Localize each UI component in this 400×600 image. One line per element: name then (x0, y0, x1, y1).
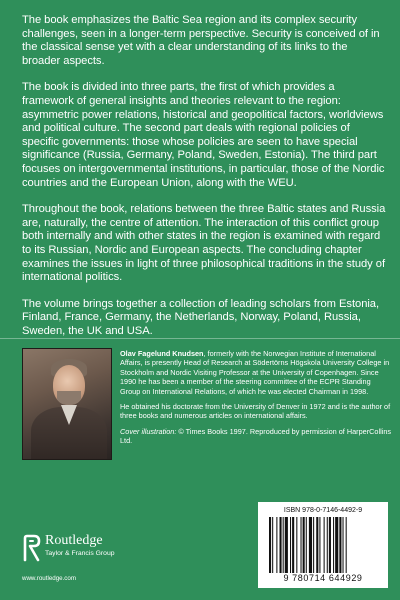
author-bio-paragraph-1 (120, 349, 392, 396)
back-cover-blurb (22, 14, 387, 351)
publisher-name: Routledge (45, 533, 103, 548)
author-bio (120, 349, 392, 452)
barcode-bar (335, 517, 338, 573)
isbn-barcode (258, 502, 388, 588)
barcode-bar (301, 517, 302, 573)
author-bio-text: , formerly with the Norwegian Institute of International Affairs, is presently Head of Research at Södertörns Högskola University College in Stockholm and Nordic Visiting Professor at the University of Copenhagen. Since 1990 he has been a member of the steering committee of the ECPR Standing Group on International Relations, of which he was elected Chairman in 1998. (120, 349, 390, 396)
barcode-bar (276, 517, 277, 573)
barcode-bar (272, 517, 273, 573)
barcode-bar (329, 517, 331, 573)
isbn-number: ISBN 978-0-7146-4492-9 (283, 507, 363, 514)
barcode-bar (339, 517, 341, 573)
barcode-bar (292, 517, 294, 573)
blurb-paragraph-1: The book emphasizes the Baltic Sea region and its complex security challenges, seen in a longer-term perspective. Security is conceived of in the classical sense yet with a clear understanding of its links to the broader aspects. (22, 14, 380, 67)
blurb-paragraph-2: The book is divided into three parts, the first of which provides a framework of general insights and theories relevant to the region: asymmetric power relations, historical and geopolitical factors, worldviews and political culture. The second part deals with regional policies of specific governments: those whose policies are seen to have special significance (Russia, Germany, Poland, Sweden, Estonia). The third part focuses on intergovernmental institutions, in particular, those of the Nordic countries and the European Union, along with the WEU. (22, 81, 385, 189)
barcode-digits: 9 780714 644929 (283, 573, 363, 583)
barcode-bar (280, 517, 282, 573)
cover-credit-text: © Times Books 1997. Reproduced by permission of HarperCollins Ltd. (120, 426, 392, 446)
cover-credit (120, 427, 392, 446)
barcode-bar (316, 517, 318, 573)
barcode-bar (303, 517, 305, 573)
author-name: Olav Fagelund Knudsen (120, 349, 204, 358)
blurb-paragraph-4: The volume brings together a collection of leading scholars from Estonia, Finland, France, Germany, the Netherlands, Norway, Poland, Russia, Sweden, the UK and USA. (22, 297, 380, 337)
barcode-bar (327, 517, 328, 573)
barcode-bar (290, 517, 291, 573)
publisher-group: Taylor & Francis Group (45, 550, 115, 557)
barcode-bar (306, 517, 307, 573)
barcode-bars (267, 517, 379, 573)
routledge-logo-icon (22, 534, 42, 562)
author-photo (22, 348, 112, 460)
blurb-paragraph-3: Throughout the book, relations between the three Baltic states and Russia are, naturally, the centre of attention. The interaction of this conflict group both internally and with other states in the region is examined with regard to its Russian, Nordic and European aspects. The concluding chapter examines the issues in light of three philosophical traditions in the study of international politics. (22, 203, 386, 284)
barcode-bar (296, 517, 297, 573)
barcode-bar (333, 517, 334, 573)
barcode-bar (283, 517, 284, 573)
barcode-bar (324, 517, 325, 573)
barcode-bar (346, 517, 347, 573)
barcode-bar (319, 517, 320, 573)
barcode-bar (269, 517, 271, 573)
section-divider (0, 338, 400, 339)
cover-credit-label: Cover illustration: (120, 426, 177, 436)
barcode-bar (309, 517, 312, 573)
barcode-bar (343, 517, 344, 573)
barcode-bar (313, 517, 314, 573)
barcode-bar (285, 517, 288, 573)
publisher-url[interactable]: www.routledge.com (22, 575, 76, 582)
author-bio-paragraph-2: He obtained his doctorate from the University of Denver in 1972 and is the author of three books and numerous articles on international affairs. (120, 402, 391, 421)
